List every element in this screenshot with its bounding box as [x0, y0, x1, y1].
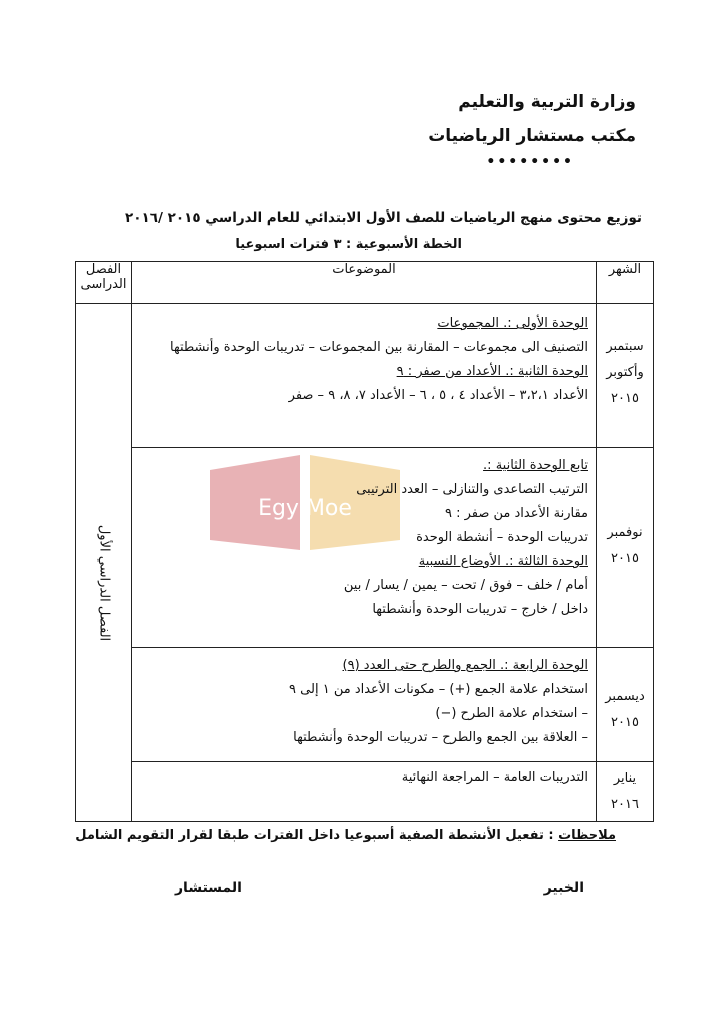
month-label: ديسمبر: [605, 689, 645, 704]
topic-line: داخل / خارج – تدريبات الوحدة وأنشطتها: [372, 602, 588, 617]
table-row: [76, 448, 654, 648]
month-year: ٢٠١٥: [611, 551, 639, 566]
notes: [75, 828, 616, 843]
table-row: [76, 304, 654, 448]
month-cell: [597, 304, 654, 448]
month-year: ٢٠١٥: [611, 391, 639, 406]
document-title: توزيع محتوى منهج الرياضيات للصف الأول الابتدائي للعام الدراسي ٢٠١٥ /٢٠١٦: [125, 210, 642, 226]
document-subtitle: الخطة الأسبوعية : ٣ فترات اسبوعيا: [235, 237, 462, 252]
month-cell: [597, 448, 654, 648]
topic-line: – استخدام علامة الطرح (−): [435, 706, 588, 721]
table-row: [76, 762, 654, 822]
advisor-signature-label: المستشار: [175, 880, 242, 896]
unit-heading: تابع الوحدة الثانية :.: [483, 458, 588, 473]
curriculum-table: [75, 261, 654, 822]
topic-line: الأعداد ٣،٢،١ – الأعداد ٤ ، ٥ ، ٦ – الأعداد ٧، ٨، ٩ – صفر: [288, 388, 588, 403]
month-year: ٢٠١٥: [611, 715, 639, 730]
topics-cell: [132, 762, 597, 822]
month-label: نوفمبر: [607, 525, 643, 540]
month-label: يناير: [613, 771, 637, 786]
topics-cell: [132, 648, 597, 762]
header-semester-line2: الدراسى: [80, 277, 127, 292]
header-month: الشهر: [597, 262, 654, 304]
topics-cell: [132, 304, 597, 448]
semester-cell: [76, 304, 132, 822]
dots-divider: ••••••••: [486, 154, 574, 170]
topic-line: التدريبات العامة – المراجعة النهائية: [401, 770, 588, 785]
office-title: مكتب مستشار الرياضيات: [428, 126, 636, 146]
unit-heading: الوحدة الرابعة :. الجمع والطرح حتى العدد (٩): [342, 658, 588, 673]
topic-line: استخدام علامة الجمع (+) – مكونات الأعداد من ١ إلى ٩: [289, 682, 588, 697]
table-row: [76, 648, 654, 762]
topics-cell: [132, 448, 597, 648]
topic-line: تدريبات الوحدة – أنشطة الوحدة: [416, 530, 588, 545]
month-label: وأكتوبر: [606, 365, 644, 380]
unit-heading: الوحدة الثانية :. الأعداد من صفر : ٩: [396, 364, 588, 379]
header-topics: الموضوعات: [132, 262, 597, 304]
month-year: ٢٠١٦: [611, 797, 639, 812]
watermark-text: Egy Moe: [258, 496, 352, 521]
ministry-title: وزارة التربية والتعليم: [458, 92, 636, 112]
month-label: سبتمبر: [606, 339, 644, 354]
month-cell: [597, 762, 654, 822]
semester-label: الفصل الدراسي الأول: [96, 525, 111, 642]
topic-line: الترتيب التصاعدى والتنازلى – العدد الترتيبى: [356, 482, 588, 497]
header-semester-line1: الفصل: [85, 262, 122, 277]
notes-label: ملاحظات: [558, 828, 616, 843]
topic-line: – العلاقة بين الجمع والطرح – تدريبات الوحدة وأنشطتها: [293, 730, 588, 745]
topic-line: مقارنة الأعداد من صفر : ٩: [444, 506, 588, 521]
month-cell: [597, 648, 654, 762]
notes-text: : تفعيل الأنشطة الصفية أسبوعيا داخل الفترات طبقا لقرار التقويم الشامل: [75, 828, 559, 843]
table-header-row: [76, 262, 654, 304]
topic-line: التصنيف الى مجموعات – المقارنة بين المجموعات – تدريبات الوحدة وأنشطتها: [169, 340, 588, 355]
topic-line: أمام / خلف – فوق / تحت – يمين / يسار / بين: [343, 578, 588, 593]
header-semester: [76, 262, 132, 304]
expert-signature-label: الخبير: [543, 880, 584, 896]
unit-heading: الوحدة الأولى :. المجموعات: [437, 316, 588, 331]
unit-heading: الوحدة الثالثة :. الأوضاع النسبية: [418, 554, 588, 569]
